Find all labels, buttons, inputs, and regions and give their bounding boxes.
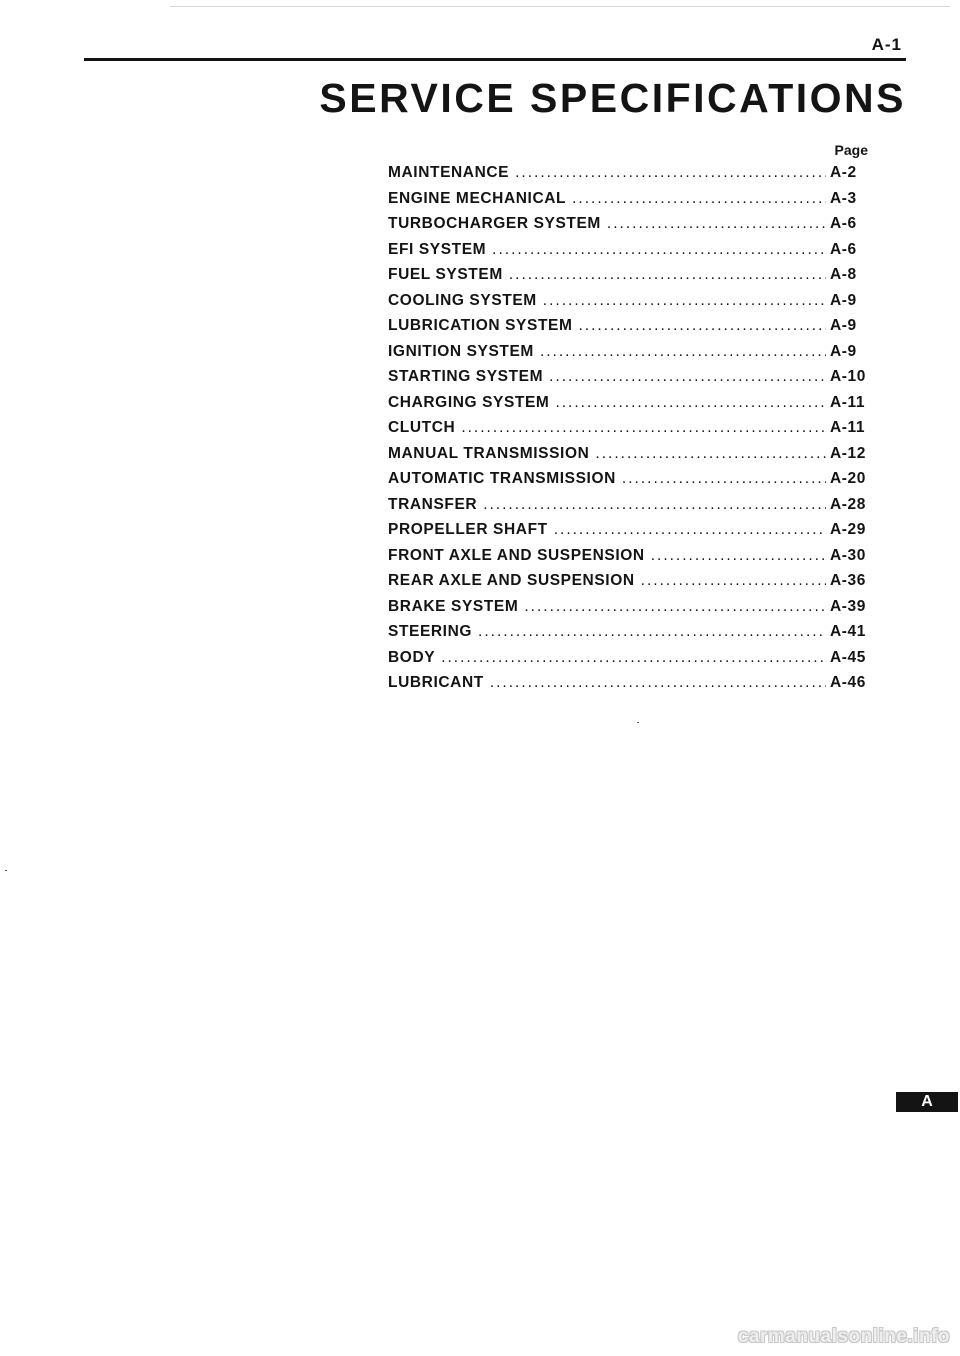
toc-entry[interactable] — [388, 568, 870, 594]
scan-edge-line — [170, 6, 950, 7]
toc-entry-title: AUTOMATIC TRANSMISSION — [388, 470, 616, 487]
toc-entry-page: A-41 — [830, 623, 866, 640]
toc-entry[interactable] — [388, 237, 870, 263]
toc-entry-title: LUBRICATION SYSTEM — [388, 317, 573, 334]
toc-entry-title: MANUAL TRANSMISSION — [388, 444, 590, 462]
toc-entry-page: A-9 — [830, 342, 857, 360]
toc-entry[interactable] — [388, 543, 870, 569]
toc-entry-title: IGNITION SYSTEM — [388, 342, 534, 360]
toc-entry-title: STEERING — [388, 623, 473, 640]
dot-leader — [509, 262, 826, 288]
dot-leader — [651, 543, 826, 569]
toc-entry[interactable] — [388, 645, 870, 671]
toc-entry-page: A-11 — [830, 393, 866, 411]
toc-entry[interactable] — [388, 492, 870, 518]
toc-entry-page: A-9 — [830, 317, 857, 334]
dot-leader — [555, 390, 826, 416]
toc-entry[interactable] — [388, 517, 870, 543]
dot-leader — [595, 441, 826, 467]
toc-entry-page: A-30 — [830, 546, 866, 564]
toc-entry-page: A-9 — [830, 291, 857, 309]
scan-speck — [637, 722, 639, 723]
dot-leader — [622, 466, 826, 492]
dot-leader — [483, 492, 826, 518]
toc-entry-page: A-39 — [830, 597, 866, 615]
toc-entry-title: PROPELLER SHAFT — [388, 521, 548, 538]
toc-entry-page: A-6 — [830, 240, 857, 258]
toc-entry-page: A-11 — [830, 419, 866, 436]
toc-entry-title: TRANSFER — [388, 495, 478, 513]
toc-entry-title: BODY — [388, 648, 436, 666]
toc-entry-title: BRAKE SYSTEM — [388, 597, 519, 615]
section-tab[interactable]: A — [896, 1092, 958, 1112]
dot-leader — [461, 415, 826, 441]
toc-entry-title: TURBOCHARGER SYSTEM — [388, 215, 601, 232]
toc-entry-title: FUEL SYSTEM — [388, 266, 503, 283]
toc-entry-page: A-28 — [830, 495, 866, 513]
toc-entry[interactable] — [388, 415, 870, 441]
header-rule — [84, 58, 906, 61]
toc-entry-title: LUBRICANT — [388, 674, 484, 691]
toc-entry[interactable] — [388, 594, 870, 620]
dot-leader — [492, 237, 826, 263]
toc-entry-page: A-6 — [830, 215, 857, 232]
toc-entry-page: A-2 — [830, 164, 857, 181]
dot-leader — [515, 160, 826, 186]
toc-entry[interactable] — [388, 670, 870, 696]
scan-speck — [5, 870, 7, 871]
page-number: A-1 — [871, 35, 902, 54]
toc-entry-title: REAR AXLE AND SUSPENSION — [388, 572, 635, 589]
toc-list — [388, 160, 870, 696]
toc-entry-page: A-3 — [830, 189, 857, 207]
toc-entry-page: A-20 — [830, 470, 866, 487]
toc-entry-title: MAINTENANCE — [388, 164, 510, 181]
page-title: SERVICE SPECIFICATIONS — [319, 75, 906, 121]
dot-leader — [478, 619, 826, 645]
toc-entry-title: EFI SYSTEM — [388, 240, 487, 258]
toc-entry-title: STARTING SYSTEM — [388, 368, 544, 385]
toc-entry[interactable] — [388, 441, 870, 467]
watermark: carmanualsonline.info — [737, 1326, 950, 1347]
dot-leader — [641, 568, 826, 594]
dot-leader — [578, 313, 826, 339]
toc-entry[interactable] — [388, 211, 870, 237]
toc-entry-title: FRONT AXLE AND SUSPENSION — [388, 546, 645, 564]
toc-entry-title: COOLING SYSTEM — [388, 291, 537, 309]
dot-leader — [549, 364, 826, 390]
dot-leader — [543, 288, 826, 314]
toc-entry[interactable] — [388, 313, 870, 339]
toc-entry-page: A-8 — [830, 266, 857, 283]
dot-leader — [554, 517, 826, 543]
toc-entry-page: A-46 — [830, 674, 866, 691]
toc-entry[interactable] — [388, 288, 870, 314]
dot-leader — [540, 339, 826, 365]
toc-entry[interactable] — [388, 339, 870, 365]
dot-leader — [490, 670, 826, 696]
toc-entry[interactable] — [388, 186, 870, 212]
toc-entry-title: CLUTCH — [388, 419, 456, 436]
toc-entry-title: CHARGING SYSTEM — [388, 393, 550, 411]
dot-leader — [524, 594, 826, 620]
toc-entry-page: A-12 — [830, 444, 866, 462]
toc-entry-page: A-45 — [830, 648, 866, 666]
toc-entry[interactable] — [388, 619, 870, 645]
toc-entry-page: A-10 — [830, 368, 866, 385]
toc-entry-page: A-29 — [830, 521, 866, 538]
dot-leader — [572, 186, 826, 212]
table-of-contents — [388, 140, 870, 696]
toc-entry[interactable] — [388, 466, 870, 492]
dot-leader — [441, 645, 826, 671]
toc-entry[interactable] — [388, 364, 870, 390]
toc-entry-page: A-36 — [830, 572, 866, 589]
toc-entry[interactable] — [388, 160, 870, 186]
dot-leader — [607, 211, 826, 237]
page-column-label: Page — [834, 142, 868, 158]
toc-entry-title: ENGINE MECHANICAL — [388, 189, 567, 207]
toc-entry[interactable] — [388, 262, 870, 288]
toc-entry[interactable] — [388, 390, 870, 416]
